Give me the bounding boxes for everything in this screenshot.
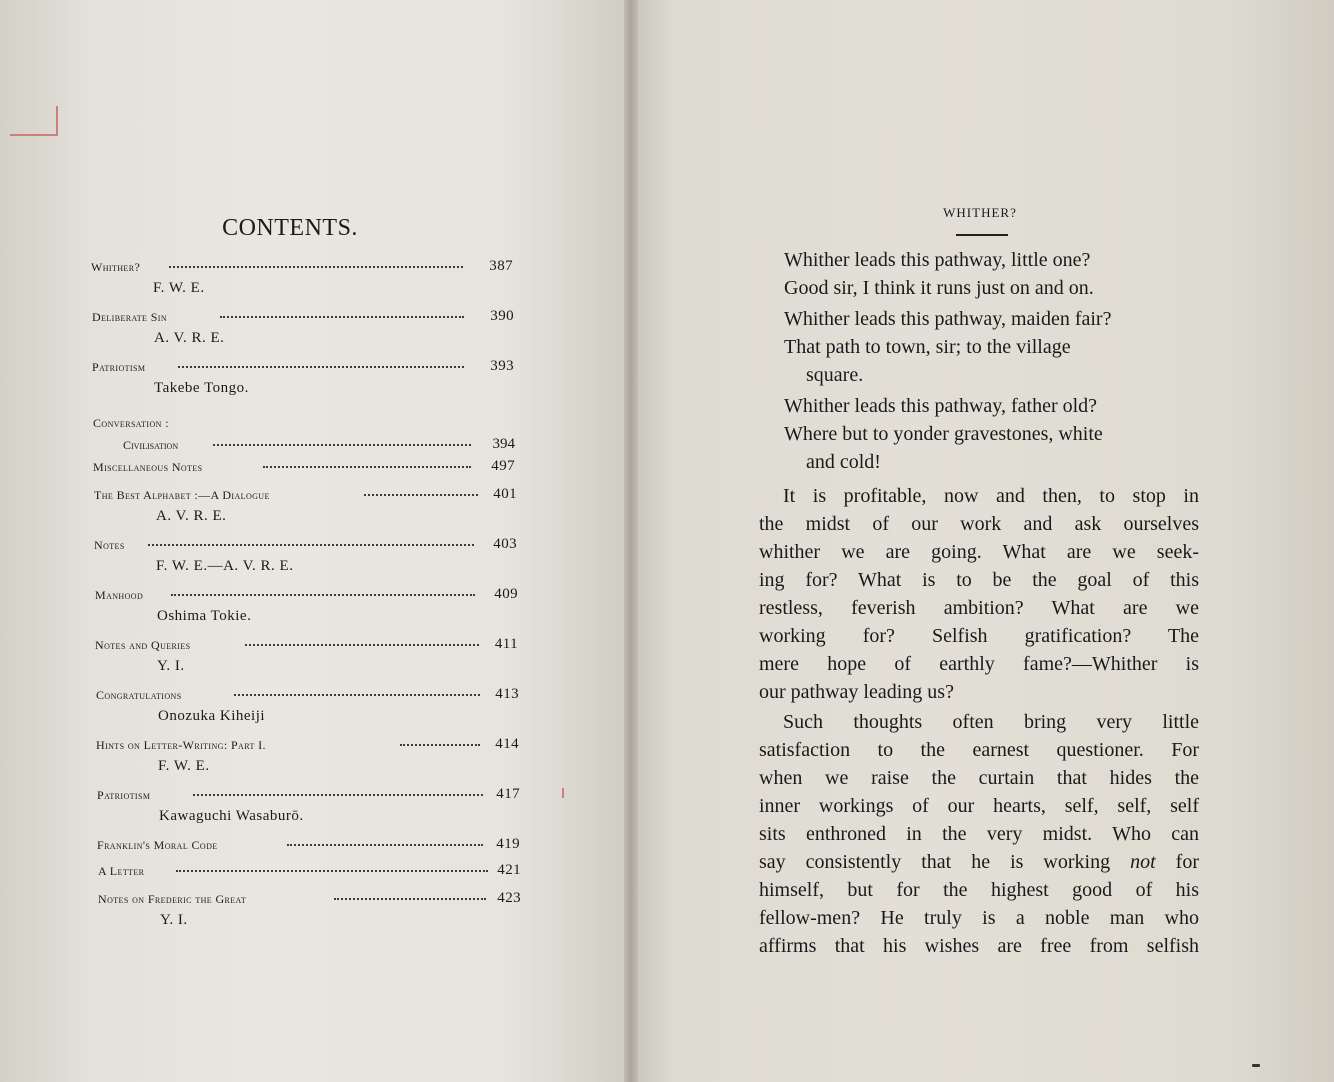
toc-entry: [94, 536, 517, 575]
toc-entry: [91, 258, 513, 297]
toc-title: Deliberate Sin: [92, 310, 168, 324]
toc-page-number: 409: [494, 586, 518, 602]
toc-title: Franklin's Moral Code: [97, 838, 218, 852]
red-margin-speck: [562, 788, 564, 798]
toc-leader-dots: [213, 442, 471, 446]
toc-entry: [93, 458, 515, 476]
toc-line: [98, 890, 521, 908]
contents-title: CONTENTS.: [222, 215, 358, 241]
poem-line: That path to town, sir; to the village: [784, 336, 1071, 358]
poem: [784, 246, 1204, 476]
toc-page-number: 417: [496, 786, 520, 802]
paragraph-1: [759, 482, 1199, 706]
toc-line: [97, 836, 520, 854]
toc-entry: [92, 358, 514, 397]
toc-title: Notes: [94, 538, 125, 552]
toc-line: [92, 308, 514, 326]
toc-leader-dots: [178, 364, 464, 368]
toc-subline: [93, 436, 515, 454]
text-line: ing for? What is to be the goal of this: [759, 569, 1199, 591]
toc-leader-dots: [234, 692, 480, 696]
book-gutter: [624, 0, 638, 1082]
text-line: inner workings of our hearts, self, self, self: [759, 795, 1199, 817]
toc-page-number: 387: [489, 258, 513, 274]
toc-line: [91, 258, 513, 276]
text-line: when we raise the curtain that hides the: [759, 767, 1199, 789]
text-line: affirms that his wishes are free from selfish: [759, 935, 1199, 957]
toc-leader-dots: [245, 642, 479, 646]
toc-title: Patriotism: [92, 360, 146, 374]
article-heading: WHITHER?: [943, 205, 1017, 220]
toc-page-number: 497: [491, 458, 515, 474]
toc-line: [94, 536, 517, 554]
toc-title: Manhood: [95, 588, 144, 602]
toc-line: [96, 736, 519, 754]
toc-author: Y. I.: [157, 658, 185, 674]
poem-line: and cold!: [806, 451, 881, 473]
toc-leader-dots: [400, 742, 480, 746]
toc-leader-dots: [169, 264, 463, 268]
text-line: satisfaction to the earnest questioner. For: [759, 739, 1199, 761]
toc-title: The Best Alphabet :—A Dialogue: [94, 488, 270, 502]
toc-entry: [93, 414, 515, 454]
toc-page-number: 423: [497, 890, 521, 906]
toc-title: Miscellaneous Notes: [93, 460, 203, 474]
toc-leader-dots: [148, 542, 474, 546]
toc-title: Whither?: [91, 260, 141, 274]
toc-leader-dots: [193, 792, 483, 796]
toc-line: [94, 486, 517, 504]
text-line: mere hope of earthly fame?—Whither is: [759, 653, 1199, 675]
toc-line: [92, 358, 514, 376]
poem-line: Good sir, I think it runs just on and on.: [784, 277, 1094, 299]
toc-line: [93, 414, 515, 432]
heading-rule: [956, 234, 1008, 236]
toc-leader-dots: [364, 492, 478, 496]
toc-page-number: 414: [495, 736, 519, 752]
text-line: whither we are going. What are we seek-: [759, 541, 1199, 563]
poem-line: Whither leads this pathway, father old?: [784, 395, 1098, 417]
toc-author: F. W. E.: [153, 280, 205, 296]
text-line: Such thoughts often bring very little: [783, 711, 1199, 733]
poem-line: Where but to yonder gravestones, white: [784, 423, 1103, 445]
text-line: fellow-men? He truly is a noble man who: [759, 907, 1199, 929]
toc-page-number: 411: [494, 636, 518, 652]
toc-title: Hints on Letter-Writing: Part I.: [96, 738, 266, 752]
toc-page-number: 401: [493, 486, 517, 502]
toc-line: [95, 636, 518, 654]
toc-page-number: 419: [496, 836, 520, 852]
text-line: restless, feverish ambition? What are we: [759, 597, 1199, 619]
toc-entry: [92, 308, 514, 347]
toc-line: [96, 686, 519, 704]
text-line: working for? Selfish gratification? The: [759, 625, 1199, 647]
toc-line: [98, 862, 521, 880]
toc-leader-dots: [220, 314, 464, 318]
toc-leader-dots: [263, 464, 471, 468]
toc-author: Y. I.: [160, 912, 188, 928]
toc-leader-dots: [176, 868, 488, 872]
red-margin-mark: [10, 134, 58, 136]
toc-author: Onozuka Kiheiji: [158, 708, 266, 724]
text-line: It is profitable, now and then, to stop in: [783, 485, 1199, 507]
toc-page-number: 393: [490, 358, 514, 374]
text-line: our pathway leading us?: [759, 681, 954, 703]
toc-line: [97, 786, 520, 804]
toc-entry: [96, 736, 519, 775]
toc-entry: [94, 486, 517, 525]
toc-title: Patriotism: [97, 788, 151, 802]
toc-page-number: 394: [492, 436, 515, 452]
toc-author: A. V. R. E.: [156, 508, 227, 524]
ink-speck: [1252, 1064, 1260, 1067]
toc-leader-dots: [171, 592, 475, 596]
text-line: sits enthroned in the very midst. Who can: [759, 823, 1199, 845]
toc-entry: [98, 890, 521, 929]
toc-leader-dots: [287, 842, 483, 846]
red-margin-mark-vertical: [56, 106, 58, 136]
toc-leader-dots: [334, 896, 486, 900]
toc-title: Notes on Frederic the Great: [98, 892, 247, 906]
toc-page-number: 421: [497, 862, 521, 878]
toc-entry: [95, 636, 518, 675]
text-line: himself, but for the highest good of his: [759, 879, 1199, 901]
toc-author: Takebe Tongo.: [154, 380, 249, 396]
toc-page-number: 403: [493, 536, 517, 552]
toc-title: A Letter: [98, 864, 145, 878]
toc-author: Kawaguchi Wasaburō.: [159, 808, 304, 824]
toc-author: F. W. E.—A. V. R. E.: [156, 558, 294, 574]
toc-author: Oshima Tokie.: [157, 608, 252, 624]
toc-author: F. W. E.: [158, 758, 210, 774]
paragraph-2: [759, 708, 1199, 960]
toc-entry: [97, 786, 520, 825]
toc-title: Conversation :: [93, 416, 169, 430]
toc-entry: [96, 686, 519, 725]
toc-title: Congratulations: [96, 688, 182, 702]
poem-line: Whither leads this pathway, maiden fair?: [784, 308, 1112, 330]
poem-line: Whither leads this pathway, little one?: [784, 249, 1091, 271]
toc-entry: [97, 836, 520, 854]
toc-title: Notes and Queries: [95, 638, 191, 652]
text-line: the midst of our work and ask ourselves: [759, 513, 1199, 535]
toc-line: [93, 458, 515, 476]
toc-entry: [95, 586, 518, 625]
toc-author: A. V. R. E.: [154, 330, 225, 346]
toc-entry: [98, 862, 521, 880]
text-line: say consistently that he is working not for: [759, 851, 1199, 873]
toc-page-number: 413: [495, 686, 519, 702]
toc-page-number: 390: [490, 308, 514, 324]
toc-subtitle: Civilisation: [123, 438, 179, 452]
poem-line: square.: [806, 364, 864, 386]
toc-line: [95, 586, 518, 604]
emphasis-not: not: [1130, 851, 1156, 873]
